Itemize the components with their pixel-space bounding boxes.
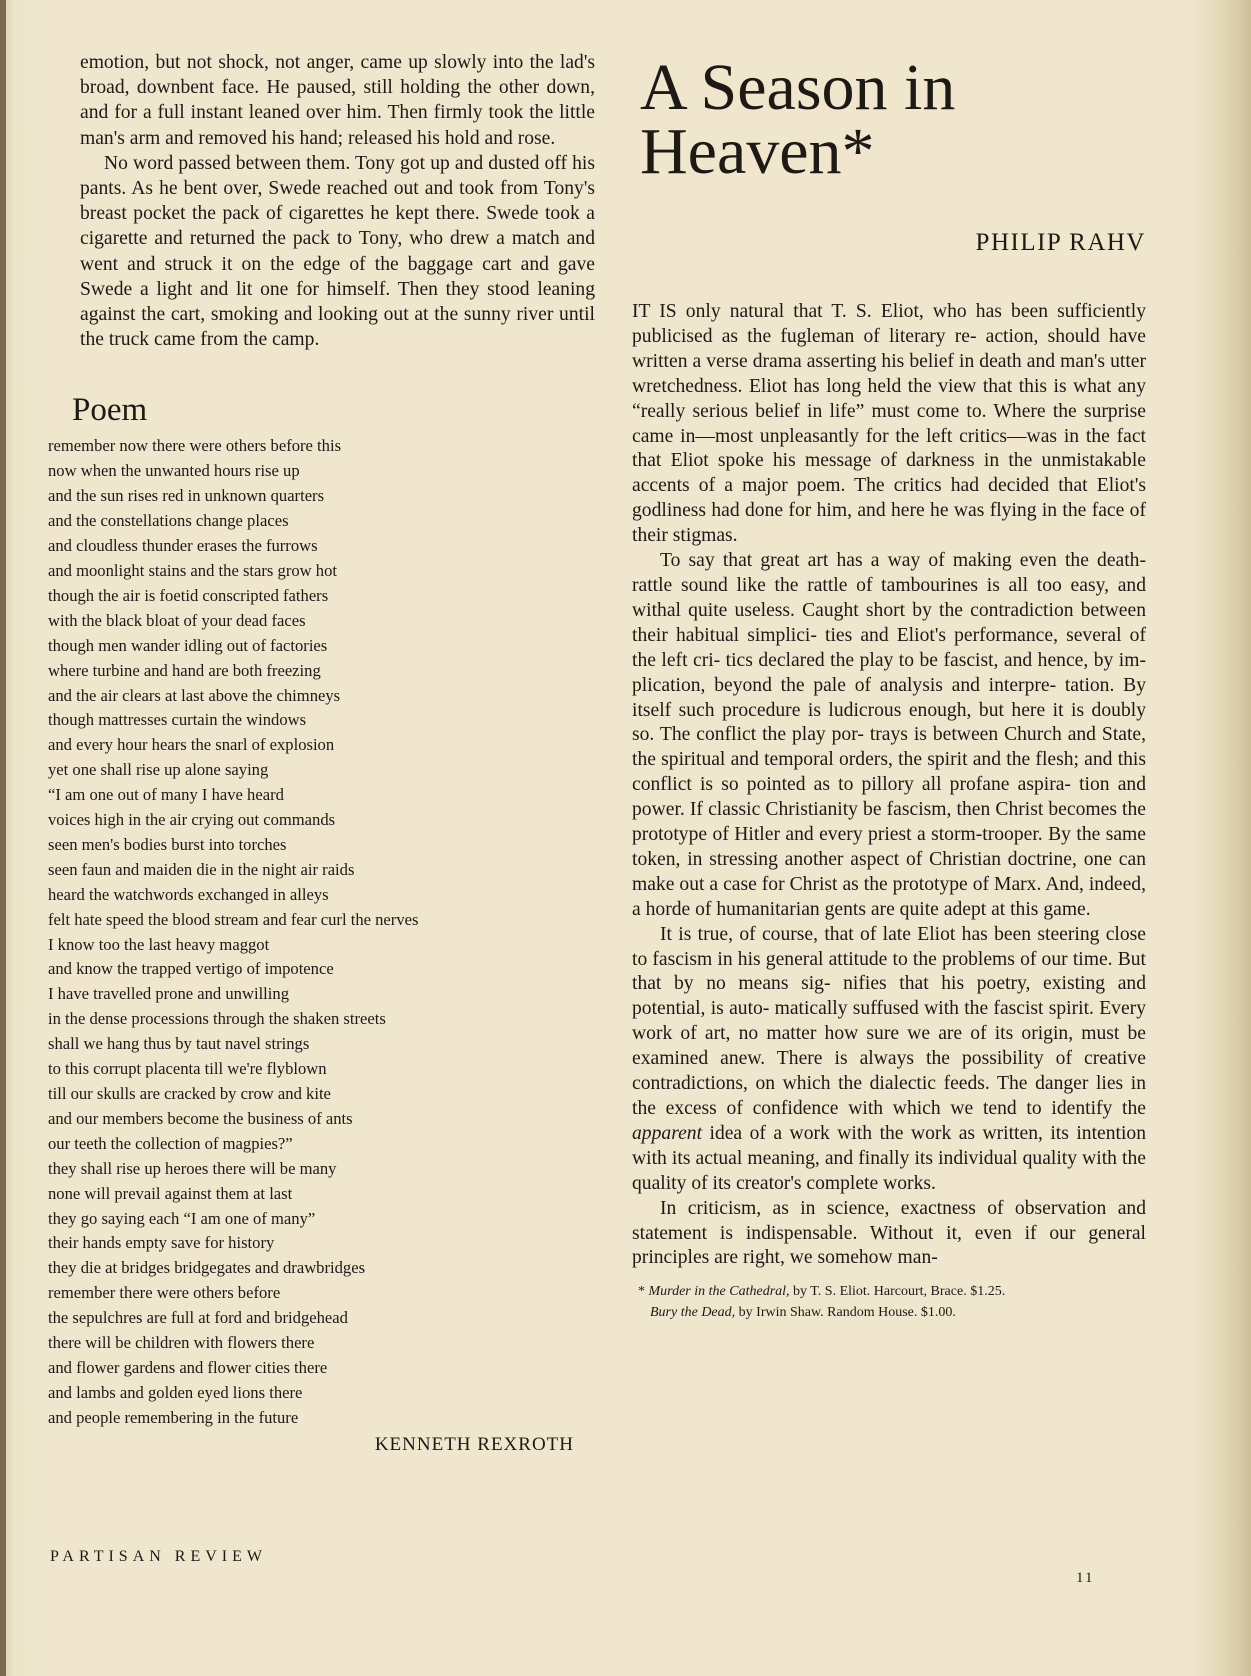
poem-line: and moonlight stains and the stars grow hot — [48, 560, 337, 580]
poem-line: there will be children with flowers there — [48, 1333, 315, 1353]
footnote — [632, 1281, 1146, 1323]
poem-line: voices high in the air crying out commands — [48, 810, 336, 830]
poem-line: seen men's bodies burst into torches — [48, 834, 287, 854]
article-title-line2: Heaven — [640, 115, 842, 188]
poem-line: though the air is foetid conscripted fathers — [48, 585, 329, 605]
poem-body — [48, 434, 596, 1430]
poem-line: till our skulls are cracked by crow and kite — [48, 1084, 331, 1103]
poem-line: they go saying each “I am one of many” — [48, 1208, 316, 1228]
left-column — [48, 50, 596, 1457]
story-paragraph: No word passed between them. Tony got up and dusted off his pants. As he bent over, Swede reached out and took from Tony's breast pocket the pack of cigarettes he kept there. Swede took a cigarette and returned the pack to Tony, who drew a match and went and struck it on the edge of the baggage cart and gave Swede a light and lit one for himself. Then they stood leaning against the cart, smoking and looking out at the sunny river until the truck came from the camp. — [80, 152, 595, 351]
poem-line: and people remembering in the future — [48, 1407, 299, 1427]
poem-author: KENNETH REXROTH — [374, 1433, 574, 1455]
poem-line: yet one shall rise up alone saying — [48, 760, 269, 780]
poem-line: now when the unwanted hours rise up — [48, 461, 300, 481]
poem-line: and the constellations change places — [48, 511, 289, 531]
poem-title: Poem — [72, 392, 148, 429]
poem-line: and every hour hears the snarl of explosion — [48, 735, 335, 755]
poem-line: with the black bloat of your dead faces — [48, 610, 306, 630]
page-spine — [0, 0, 6, 1676]
poem-line: in the dense processions through the shaken streets — [48, 1009, 386, 1029]
poem-line: and know the trapped vertigo of impotence — [48, 959, 334, 979]
article-paragraph: In criticism, as in science, exactness of observation and statement is indispensable. Without it, even if our general principles are right, we somehow man- — [632, 1197, 1146, 1269]
article-title — [640, 51, 1146, 188]
poem-line: and the sun rises red in unknown quarters — [48, 486, 325, 506]
article-body — [618, 300, 1146, 1323]
article-paragraph: To say that great art has a way of making even the death-rattle sound like the rattle of tambourines is all too easy, and withal quite useless. Caught short by the contradiction between their habitual simplici- ties and Eliot's performance, several of the left cri- tics declared the play to be fascist, and hence, by im- plication, beyond the pale of analysis and interpre- tation. By itself such procedure is ludicrous enough, but here it is doubly so. The conflict the play por- trays is between Church and State, the spiritual and temporal orders, the spirit and the flesh; and this conflict is so pointed as to pillory all profane aspira- tion and power. If classic Christianity be fascism, then Christ becomes the prototype of Hitler and every priest a storm-trooper. By the same token, in stressing another aspect of Christian doctrine, one can make out a case for Christ as the prototype of Marx. And, indeed, a horde of humanitarian gents are quite adept at this game. — [632, 550, 1146, 920]
poem-line: felt hate speed the blood stream and fear curl the nerves — [48, 909, 419, 929]
poem-line: I have travelled prone and unwilling — [48, 984, 289, 1004]
article-paragraph: IT IS only natural that T. S. Eliot, who has been sufficiently publicised as the fugleman of literary re- action, should have written a verse drama asserting his belief in death and man's utter wretchedness. Eliot has long held the view that this is what any “really serious belief in life” must come to. Where the surprise came in—most unpleasantly for the left critics—was in the fact that Eliot spoke his message of darkness in the unmistakable accents of a major poem. The critics had decided that Eliot's godliness had done for him, and here he was flying in the face of their stigmas. — [632, 301, 1146, 547]
poem-line: shall we hang thus by taut navel strings — [48, 1034, 310, 1054]
right-column — [618, 50, 1146, 1323]
page-number: 11 — [1076, 1570, 1095, 1586]
footnote-marker: * — [841, 115, 875, 188]
poem-line: and lambs and golden eyed lions there — [48, 1382, 303, 1402]
poem-line: to this corrupt placenta till we're flyblown — [48, 1059, 327, 1079]
poem-line: seen faun and maiden die in the night air raids — [48, 859, 355, 879]
poem-line: they shall rise up heroes there will be many — [48, 1158, 337, 1178]
poem-line: and cloudless thunder erases the furrows — [48, 536, 318, 556]
story-paragraph: emotion, but not shock, not anger, came up slowly into the lad's broad, downbent face. He paused, still holding the other down, and for a full instant leaned over him. Then firmly took the little man's arm and removed his hand; released his hold and rose. — [80, 52, 595, 149]
footnote-line — [638, 1302, 1146, 1323]
footnote-marker: * — [638, 1284, 645, 1300]
poem-line: they die at bridges bridgegates and drawbridges — [48, 1258, 366, 1278]
poem-line: heard the watchwords exchanged in alleys — [48, 884, 329, 904]
poem-line: our teeth the collection of magpies?” — [48, 1133, 293, 1153]
article-title-line1: A Season in — [640, 51, 956, 124]
footnote-text: by T. S. Eliot. Harcourt, Brace. $1.25. — [789, 1284, 1006, 1300]
poem-line: the sepulchres are full at ford and bridgehead — [48, 1308, 348, 1328]
poem-line: though mattresses curtain the windows — [48, 710, 307, 730]
footnote-line — [638, 1281, 1146, 1302]
footnote-title: Bury the Dead, — [650, 1305, 736, 1321]
article-paragraph — [632, 923, 1146, 1197]
story-continuation — [48, 50, 595, 352]
paragraph-text: idea of a work with the work as written, its intention with its actual meaning, and finally its individual quality with the quality of its creator's complete works. — [632, 1122, 1146, 1194]
poem-line: remember there were others before — [48, 1283, 281, 1303]
footnote-text: by Irwin Shaw. Random House. $1.00. — [735, 1305, 956, 1321]
emphasis-text: apparent — [632, 1122, 703, 1144]
poem-line: I know too the last heavy maggot — [48, 934, 270, 954]
poem-line: where turbine and hand are both freezing — [48, 660, 321, 680]
poem-line: and flower gardens and flower cities there — [48, 1357, 328, 1377]
poem-line: their hands empty save for history — [48, 1233, 275, 1253]
article-author: PHILIP RAHV — [975, 229, 1146, 256]
paragraph-text: It is true, of course, that of late Eliot has been steering close to fascism in his general attitude to the problems of our time. But that by no means sig- nifies that his poetry, existing and potential, is auto- matically suffused with the fascist spirit. Every work of art, no matter how sure we are of its origin, must be examined anew. There is always the possibility of creative contradictions, on which the dialectic feeds. The danger lies in the excess of confidence with which we tend to identify the — [632, 923, 1146, 1119]
poem-line: and our members become the business of ants — [48, 1108, 353, 1128]
poem-line: “I am one out of many I have heard — [48, 785, 284, 805]
footnote-title: Murder in the Cathedral, — [648, 1284, 790, 1300]
running-footer: PARTISAN REVIEW — [50, 1548, 268, 1565]
poem-line: remember now there were others before this — [48, 436, 342, 456]
poem-line: though men wander idling out of factories — [48, 635, 328, 655]
poem-line: none will prevail against them at last — [48, 1183, 293, 1203]
poem-line: and the air clears at last above the chimneys — [48, 685, 341, 705]
